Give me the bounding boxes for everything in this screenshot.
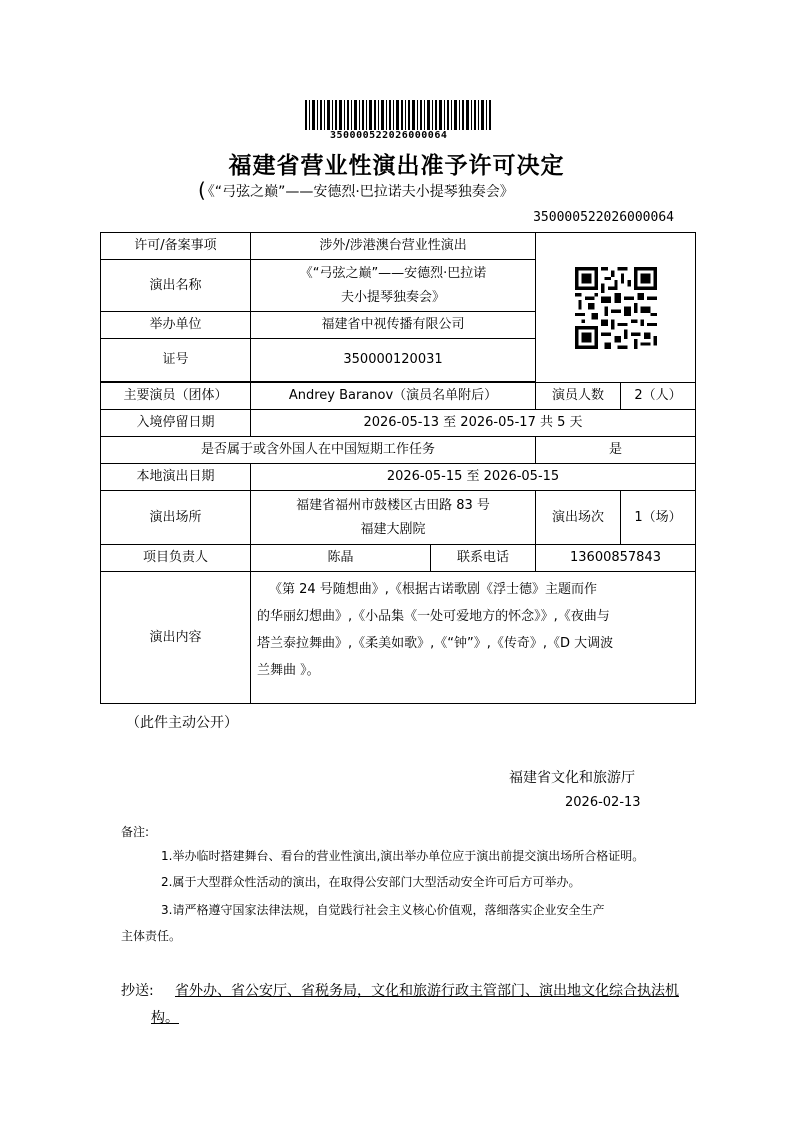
manager-label: 项目负责人 <box>101 545 251 572</box>
issuing-authority: 福建省文化和旅游厅 <box>509 770 635 786</box>
subtitle-text: 《“弓弦之巅”——安德烈·巴拉诺夫小提琴独奏会》 <box>207 184 514 200</box>
document-number: 350000522026000064 <box>533 210 674 225</box>
sessions-label: 演出场次 <box>536 491 621 545</box>
performer-value: Andrey Baranov（演员名单附后） <box>251 383 536 410</box>
notes-title: 备注: <box>121 825 150 839</box>
venue-label: 演出场所 <box>101 491 251 545</box>
note-item: 3.请严格遵守国家法律法规，自觉践行社会主义核心价值观，落细落实企业安全生产 <box>161 903 605 917</box>
content-line: 兰舞曲 》。 <box>257 663 320 678</box>
show-name-label: 演出名称 <box>101 260 251 312</box>
note-item: 主体责任。 <box>121 929 182 943</box>
content-label: 演出内容 <box>101 572 251 704</box>
manager-value: 陈晶 <box>251 545 431 572</box>
qr-code-cell <box>536 233 696 383</box>
venue-value <box>251 491 536 545</box>
organizer-label: 举办单位 <box>101 312 251 339</box>
stay-value: 2026-05-13 至 2026-05-17 共 5 天 <box>251 410 696 437</box>
show-name-line: 《“弓弦之巅”——安德烈·巴拉诺 <box>299 265 487 281</box>
sessions-value: 1（场） <box>621 491 696 545</box>
document-title: 福建省营业性演出准予许可决定 <box>228 153 565 179</box>
barcode-number: 350000522026000064 <box>330 130 448 141</box>
note-item: 1.举办临时搭建舞台、看台的营业性演出,演出举办单位应于演出前提交演出场所合格证明。 <box>161 849 645 863</box>
performer-label: 主要演员（团体） <box>101 383 251 410</box>
license-label: 证号 <box>101 339 251 382</box>
venue-line: 福建省福州市鼓楼区古田路 83 号 <box>296 497 490 513</box>
performer-count-value: 2（人） <box>621 383 696 410</box>
barcode-image <box>305 100 491 130</box>
performer-count-label: 演员人数 <box>536 383 621 410</box>
stay-label: 入境停留日期 <box>101 410 251 437</box>
license-value: 350000120031 <box>251 339 536 382</box>
show-name-value <box>251 260 536 312</box>
permit-type-label: 许可/备案事项 <box>101 233 251 260</box>
phone-value: 13600857843 <box>536 545 696 572</box>
subtitle-bracket: ( <box>198 178 206 202</box>
local-date-value: 2026-05-15 至 2026-05-15 <box>251 464 696 491</box>
note-item: 2.属于大型群众性活动的演出，在取得公安部门大型活动安全许可后方可举办。 <box>161 875 581 889</box>
permit-table <box>100 232 696 704</box>
content-line: 塔兰泰拉舞曲》,《柔美如歌》,《“钟”》,《传奇》,《D 大调波 <box>257 636 614 651</box>
show-name-line: 夫小提琴独奏会》 <box>341 289 446 305</box>
cc-label: 抄送: <box>121 983 154 999</box>
public-disclosure-note: （此件主动公开） <box>126 715 238 731</box>
document-subtitle <box>198 178 514 202</box>
permit-type-value: 涉外/涉港澳台营业性演出 <box>251 233 536 260</box>
organizer-value: 福建省中视传播有限公司 <box>251 312 536 339</box>
cc-recipients: 省外办、省公安厅、省税务局，文化和旅游行政主管部门、演出地文化综合执法机构。 <box>151 983 679 1026</box>
phone-label: 联系电话 <box>431 545 536 572</box>
content-line: 的华丽幻想曲》,《小品集《一处可爱地方的怀念》》,《夜曲与 <box>257 609 610 624</box>
foreign-work-value: 是 <box>536 437 696 464</box>
local-date-label: 本地演出日期 <box>101 464 251 491</box>
venue-line: 福建大剧院 <box>360 521 426 537</box>
qr-code-image <box>575 267 657 349</box>
foreign-work-label: 是否属于或含外国人在中国短期工作任务 <box>101 437 536 464</box>
content-line: 《第 24 号随想曲》,《根据古诺歌剧《浮士德》主题而作 <box>269 582 597 597</box>
content-value <box>251 572 696 704</box>
issue-date: 2026-02-13 <box>565 795 641 810</box>
